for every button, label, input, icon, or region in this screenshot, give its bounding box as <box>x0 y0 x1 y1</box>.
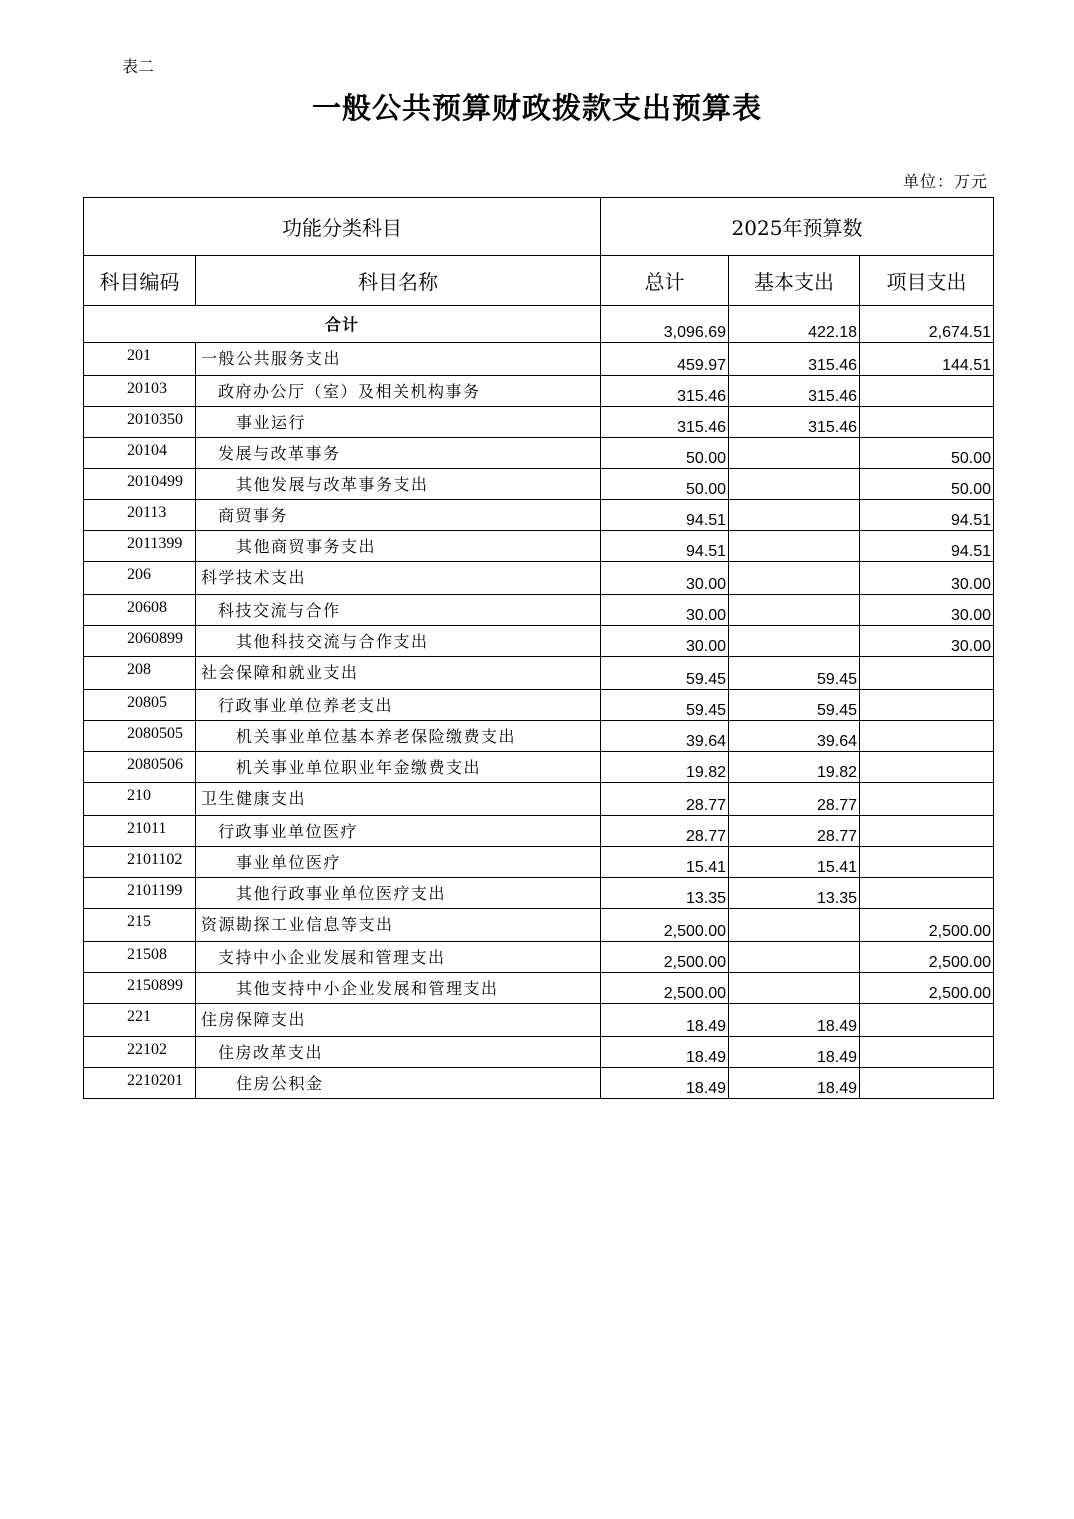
header-total: 总计 <box>601 256 729 306</box>
table-row <box>84 721 994 752</box>
row-total: 459.97 <box>601 343 729 376</box>
row-total: 315.46 <box>601 376 729 407</box>
row-name: 其他商贸事务支出 <box>196 531 601 562</box>
header-basic: 基本支出 <box>729 256 860 306</box>
row-name: 发展与改革事务 <box>196 438 601 469</box>
row-project <box>860 657 994 690</box>
table-row <box>84 942 994 973</box>
row-name: 住房改革支出 <box>196 1037 601 1068</box>
column-header-row <box>84 256 994 306</box>
table-number-label: 表二 <box>122 57 155 76</box>
row-basic <box>729 595 860 626</box>
row-total: 2,500.00 <box>601 942 729 973</box>
row-code: 20608 <box>84 595 196 626</box>
table-row <box>84 626 994 657</box>
row-project <box>860 407 994 438</box>
row-project <box>860 878 994 909</box>
row-project <box>860 721 994 752</box>
row-name: 政府办公厅（室）及相关机构事务 <box>196 376 601 407</box>
row-code: 20805 <box>84 690 196 721</box>
row-basic <box>729 531 860 562</box>
row-name: 住房公积金 <box>196 1068 601 1099</box>
row-total: 19.82 <box>601 752 729 783</box>
row-basic <box>729 562 860 595</box>
row-code: 2210201 <box>84 1068 196 1099</box>
row-name: 支持中小企业发展和管理支出 <box>196 942 601 973</box>
row-code: 2010350 <box>84 407 196 438</box>
table-row <box>84 1037 994 1068</box>
header-budget-year: 2025年预算数 <box>601 198 994 256</box>
row-total: 28.77 <box>601 816 729 847</box>
row-name: 其他科技交流与合作支出 <box>196 626 601 657</box>
row-basic <box>729 438 860 469</box>
row-project: 50.00 <box>860 438 994 469</box>
row-total: 30.00 <box>601 626 729 657</box>
row-basic: 59.45 <box>729 657 860 690</box>
row-code: 208 <box>84 657 196 690</box>
row-total: 15.41 <box>601 847 729 878</box>
row-code: 2101199 <box>84 878 196 909</box>
row-total: 18.49 <box>601 1068 729 1099</box>
table-row <box>84 343 994 376</box>
header-name: 科目名称 <box>196 256 601 306</box>
row-total: 30.00 <box>601 562 729 595</box>
row-project: 50.00 <box>860 469 994 500</box>
table-row <box>84 407 994 438</box>
row-total: 50.00 <box>601 469 729 500</box>
row-code: 20103 <box>84 376 196 407</box>
row-total: 2,500.00 <box>601 973 729 1004</box>
row-basic <box>729 942 860 973</box>
header-project: 项目支出 <box>860 256 994 306</box>
total-label: 合计 <box>84 306 601 343</box>
table-row <box>84 1068 994 1099</box>
row-project <box>860 847 994 878</box>
row-project <box>860 1037 994 1068</box>
row-basic: 59.45 <box>729 690 860 721</box>
row-name: 卫生健康支出 <box>196 783 601 816</box>
row-total: 94.51 <box>601 531 729 562</box>
unit-label: 单位：万元 <box>902 172 988 191</box>
table-row <box>84 878 994 909</box>
row-name: 机关事业单位基本养老保险缴费支出 <box>196 721 601 752</box>
row-total: 30.00 <box>601 595 729 626</box>
row-total: 50.00 <box>601 438 729 469</box>
row-basic: 18.49 <box>729 1037 860 1068</box>
table-row <box>84 1004 994 1037</box>
row-project: 2,500.00 <box>860 909 994 942</box>
row-name: 科学技术支出 <box>196 562 601 595</box>
row-name: 其他支持中小企业发展和管理支出 <box>196 973 601 1004</box>
table-row <box>84 438 994 469</box>
row-name: 科技交流与合作 <box>196 595 601 626</box>
table-row <box>84 783 994 816</box>
row-total: 59.45 <box>601 690 729 721</box>
row-basic: 13.35 <box>729 878 860 909</box>
row-total: 59.45 <box>601 657 729 690</box>
table-row <box>84 847 994 878</box>
row-name: 商贸事务 <box>196 500 601 531</box>
row-code: 2150899 <box>84 973 196 1004</box>
row-code: 206 <box>84 562 196 595</box>
row-project <box>860 783 994 816</box>
row-name: 行政事业单位养老支出 <box>196 690 601 721</box>
row-name: 其他行政事业单位医疗支出 <box>196 878 601 909</box>
table-row <box>84 752 994 783</box>
row-project: 30.00 <box>860 626 994 657</box>
total-project: 2,674.51 <box>860 306 994 343</box>
row-basic: 315.46 <box>729 376 860 407</box>
row-total: 13.35 <box>601 878 729 909</box>
row-name: 行政事业单位医疗 <box>196 816 601 847</box>
row-total: 2,500.00 <box>601 909 729 942</box>
row-basic: 28.77 <box>729 816 860 847</box>
row-project: 144.51 <box>860 343 994 376</box>
row-basic <box>729 626 860 657</box>
row-basic: 15.41 <box>729 847 860 878</box>
row-code: 221 <box>84 1004 196 1037</box>
header-category: 功能分类科目 <box>84 198 601 256</box>
row-code: 21011 <box>84 816 196 847</box>
table-row <box>84 531 994 562</box>
row-name: 事业运行 <box>196 407 601 438</box>
total-basic: 422.18 <box>729 306 860 343</box>
row-basic: 19.82 <box>729 752 860 783</box>
row-basic: 39.64 <box>729 721 860 752</box>
row-total: 94.51 <box>601 500 729 531</box>
row-project: 30.00 <box>860 595 994 626</box>
row-basic: 315.46 <box>729 407 860 438</box>
row-basic <box>729 973 860 1004</box>
row-code: 22102 <box>84 1037 196 1068</box>
row-total: 18.49 <box>601 1037 729 1068</box>
row-code: 2101102 <box>84 847 196 878</box>
total-row <box>84 306 994 343</box>
row-code: 2010499 <box>84 469 196 500</box>
row-code: 21508 <box>84 942 196 973</box>
row-total: 18.49 <box>601 1004 729 1037</box>
table-row <box>84 595 994 626</box>
row-basic: 315.46 <box>729 343 860 376</box>
row-name: 事业单位医疗 <box>196 847 601 878</box>
row-project <box>860 1068 994 1099</box>
row-basic: 18.49 <box>729 1004 860 1037</box>
group-header-row <box>84 198 994 256</box>
row-project: 94.51 <box>860 500 994 531</box>
row-basic <box>729 469 860 500</box>
budget-table <box>83 197 994 1099</box>
row-code: 2060899 <box>84 626 196 657</box>
table-row <box>84 690 994 721</box>
row-name: 社会保障和就业支出 <box>196 657 601 690</box>
row-code: 2080505 <box>84 721 196 752</box>
row-code: 210 <box>84 783 196 816</box>
row-project <box>860 376 994 407</box>
row-project <box>860 1004 994 1037</box>
row-code: 2011399 <box>84 531 196 562</box>
row-project <box>860 752 994 783</box>
table-row <box>84 973 994 1004</box>
row-total: 39.64 <box>601 721 729 752</box>
row-code: 20113 <box>84 500 196 531</box>
row-basic <box>729 909 860 942</box>
row-code: 215 <box>84 909 196 942</box>
row-name: 机关事业单位职业年金缴费支出 <box>196 752 601 783</box>
row-project <box>860 690 994 721</box>
table-row <box>84 909 994 942</box>
row-basic <box>729 500 860 531</box>
row-project: 30.00 <box>860 562 994 595</box>
table-row <box>84 376 994 407</box>
row-total: 28.77 <box>601 783 729 816</box>
table-row <box>84 816 994 847</box>
document-title: 一般公共预算财政拨款支出预算表 <box>311 91 762 125</box>
row-name: 资源勘探工业信息等支出 <box>196 909 601 942</box>
table-row <box>84 562 994 595</box>
row-project: 2,500.00 <box>860 942 994 973</box>
row-name: 一般公共服务支出 <box>196 343 601 376</box>
row-project: 94.51 <box>860 531 994 562</box>
table-row <box>84 657 994 690</box>
table-row <box>84 500 994 531</box>
row-name: 住房保障支出 <box>196 1004 601 1037</box>
row-code: 20104 <box>84 438 196 469</box>
total-amount: 3,096.69 <box>601 306 729 343</box>
table-row <box>84 469 994 500</box>
row-code: 201 <box>84 343 196 376</box>
row-basic: 18.49 <box>729 1068 860 1099</box>
row-total: 315.46 <box>601 407 729 438</box>
row-name: 其他发展与改革事务支出 <box>196 469 601 500</box>
row-code: 2080506 <box>84 752 196 783</box>
header-code: 科目编码 <box>84 256 196 306</box>
row-project: 2,500.00 <box>860 973 994 1004</box>
row-basic: 28.77 <box>729 783 860 816</box>
row-project <box>860 816 994 847</box>
